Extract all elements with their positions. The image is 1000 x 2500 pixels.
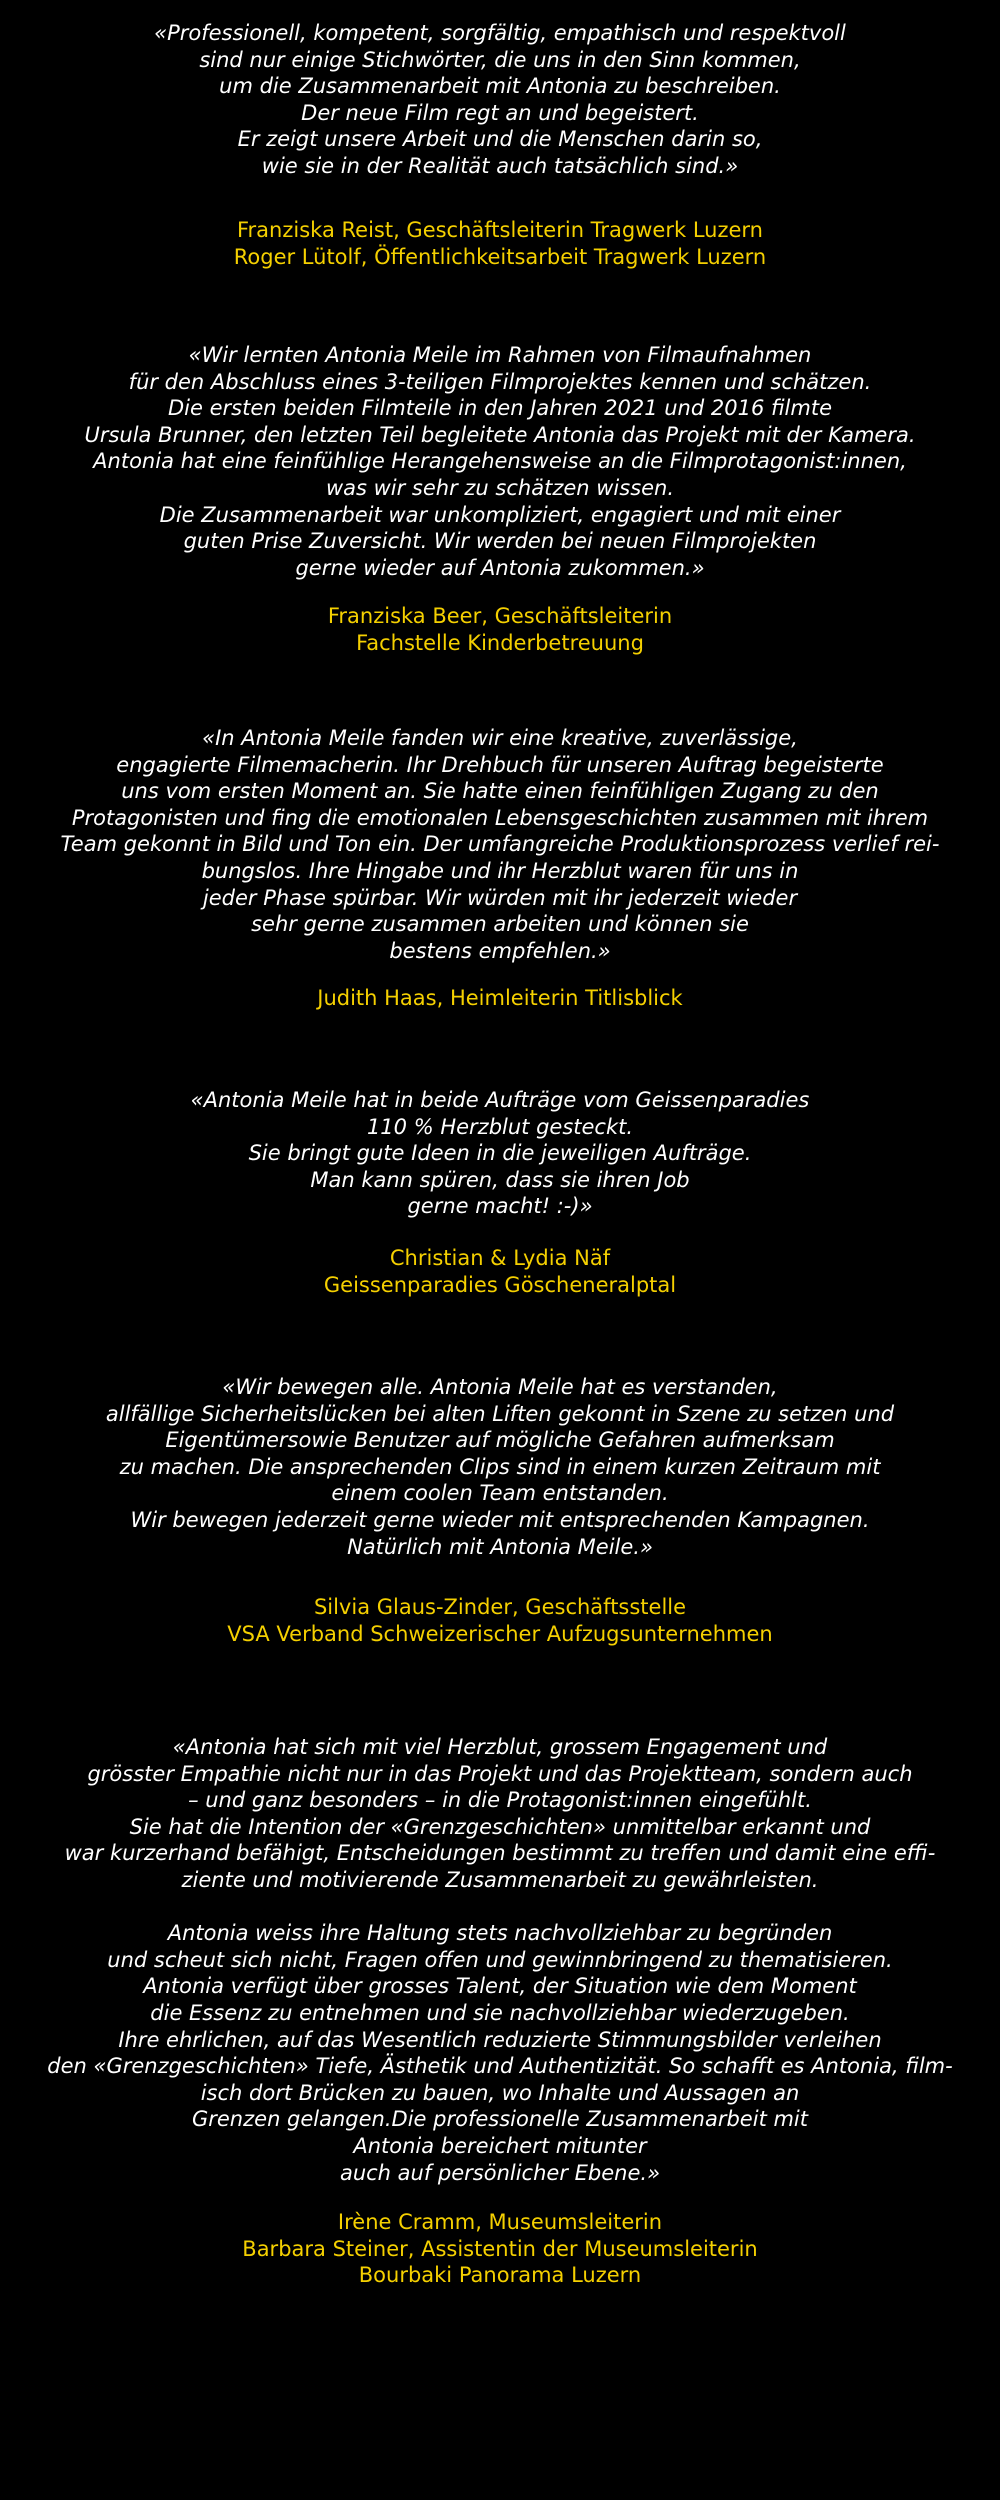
- quote-line: was wir sehr zu schätzen wissen.: [325, 475, 675, 500]
- quote-line: Der neue Film regt an und begeistert.: [301, 100, 699, 125]
- quote-line: die Essenz zu entnehmen und sie nachvollziehbar wiederzugeben.: [150, 2000, 850, 2025]
- quote-line: «Wir bewegen alle. Antonia Meile hat es verstanden,: [222, 1375, 778, 1399]
- paragraph-spacer: [0, 1894, 1000, 1921]
- quote-line: allfällige Sicherheitslücken bei alten Liften gekonnt in Szene zu setzen und: [105, 1401, 895, 1426]
- quote-line: «Professionell, kompetent, sorgfältig, empathisch und respektvoll: [154, 21, 846, 45]
- quote-line: grösster Empathie nicht nur in das Projekt und das Projektteam, sondern auch: [87, 1761, 913, 1786]
- quote-line: für den Abschluss eines 3-teiligen Filmprojektes kennen und schätzen.: [128, 369, 872, 394]
- quote-line: bestens empfehlen.»: [389, 938, 611, 963]
- quote-line: Protagonisten und fing die emotionalen Lebensgeschichten zusammen mit ihrem: [71, 805, 929, 830]
- attribution-line: Fachstelle Kinderbetreuung: [356, 630, 644, 655]
- testimonial-4-quote: [0, 1087, 1000, 1220]
- testimonial-5-quote: [0, 1374, 1000, 1560]
- quote-line: «Wir lernten Antonia Meile im Rahmen von Filmaufnahmen: [188, 343, 812, 367]
- testimonial-1-attribution: [0, 217, 1000, 270]
- quote-line: Team gekonnt in Bild und Ton ein. Der umfangreiche Produktionsprozess verlief rei-: [60, 832, 940, 857]
- quote-line: ziente und motivierende Zusammenarbeit zu gewährleisten.: [181, 1867, 819, 1892]
- quote-line: 110 % Herzblut gesteckt.: [366, 1114, 634, 1139]
- quote-line: «Antonia Meile hat in beide Aufträge vom Geissenparadies: [190, 1088, 810, 1112]
- quote-line: Antonia bereichert mitunter: [353, 2133, 647, 2158]
- testimonial-6-quote: [0, 1734, 1000, 2186]
- testimonial-6-attribution: [0, 2209, 1000, 2289]
- quote-line: um die Zusammenarbeit mit Antonia zu beschreiben.: [219, 74, 781, 99]
- quote-line: – und ganz besonders – in die Protagonist:innen eingefühlt.: [188, 1788, 812, 1813]
- quote-line: Grenzen gelangen.Die professionelle Zusammenarbeit mit: [191, 2107, 808, 2132]
- quote-line: Sie bringt gute Ideen in die jeweiligen Aufträge.: [248, 1141, 752, 1166]
- attribution-line: Franziska Reist, Geschäftsleiterin Tragwerk Luzern: [237, 218, 763, 242]
- attribution-line: Roger Lütolf, Öffentlichkeitsarbeit Tragwerk Luzern: [233, 244, 767, 269]
- quote-line: zu machen. Die ansprechenden Clips sind in einem kurzen Zeitraum mit: [119, 1454, 881, 1479]
- quote-line: Natürlich mit Antonia Meile.»: [347, 1534, 653, 1559]
- quote-line: gerne wieder auf Antonia zukommen.»: [295, 555, 705, 580]
- testimonial-5-attribution: [0, 1594, 1000, 1647]
- attribution-line: Irène Cramm, Museumsleiterin: [337, 2210, 663, 2234]
- quote-line: Antonia weiss ihre Haltung stets nachvollziehbar zu begründen: [167, 1921, 833, 1946]
- quote-line: einem coolen Team entstanden.: [331, 1481, 669, 1506]
- attribution-line: Christian & Lydia Näf: [389, 1246, 611, 1270]
- attribution-line: Geissenparadies Göscheneralptal: [323, 1272, 677, 1297]
- quote-line: wie sie in der Realität auch tatsächlich sind.»: [261, 153, 739, 178]
- quote-line: auch auf persönlicher Ebene.»: [339, 2160, 661, 2185]
- quote-line: Sie hat die Intention der «Grenzgeschichten» unmittelbar erkannt und: [129, 1814, 871, 1839]
- quote-line: uns vom ersten Moment an. Sie hatte einen feinfühligen Zugang zu den: [121, 779, 879, 804]
- attribution-line: Bourbaki Panorama Luzern: [358, 2263, 642, 2288]
- testimonial-3-attribution: [0, 985, 1000, 1012]
- quote-line: jeder Phase spürbar. Wir würden mit ihr jederzeit wieder: [202, 885, 798, 910]
- quote-line: Man kann spüren, dass sie ihren Job: [310, 1167, 690, 1192]
- quote-line: isch dort Brücken zu bauen, wo Inhalte und Aussagen an: [200, 2080, 800, 2105]
- quote-line: gerne macht! :-)»: [407, 1194, 593, 1219]
- attribution-line: VSA Verband Schweizerischer Aufzugsunternehmen: [227, 1621, 773, 1646]
- quote-line: den «Grenzgeschichten» Tiefe, Ästhetik und Authentizität. So schafft es Antonia, film-: [47, 2054, 953, 2079]
- attribution-line: Silvia Glaus-Zinder, Geschäftsstelle: [313, 1595, 687, 1619]
- quote-line: Er zeigt unsere Arbeit und die Menschen darin so,: [237, 127, 763, 152]
- quote-line: und scheut sich nicht, Fragen offen und gewinnbringend zu thematisieren.: [107, 1947, 893, 1972]
- quote-line: Ursula Brunner, den letzten Teil begleitete Antonia das Projekt mit der Kamera.: [84, 422, 916, 447]
- quote-line: Wir bewegen jederzeit gerne wieder mit entsprechenden Kampagnen.: [130, 1507, 870, 1532]
- testimonial-2-quote: [0, 342, 1000, 581]
- testimonial-3-quote: [0, 725, 1000, 964]
- quote-line: Die Zusammenarbeit war unkompliziert, engagiert und mit einer: [159, 502, 841, 527]
- attribution-line: Barbara Steiner, Assistentin der Museumsleiterin: [242, 2236, 758, 2261]
- testimonial-2-attribution: [0, 603, 1000, 656]
- quote-line: engagierte Filmemacherin. Ihr Drehbuch für unseren Auftrag begeisterte: [116, 752, 884, 777]
- quote-line: Die ersten beiden Filmteile in den Jahren 2021 und 2016 filmte: [167, 396, 832, 421]
- quote-line: «In Antonia Meile fanden wir eine kreative, zuverlässige,: [202, 726, 798, 750]
- quote-line: «Antonia hat sich mit viel Herzblut, grossem Engagement und: [172, 1735, 828, 1759]
- quote-line: Eigentümersowie Benutzer auf mögliche Gefahren aufmerksam: [165, 1428, 835, 1453]
- attribution-line: Judith Haas, Heimleiterin Titlisblick: [317, 986, 683, 1010]
- testimonial-4-attribution: [0, 1245, 1000, 1298]
- testimonial-1-quote: [0, 20, 1000, 180]
- attribution-line: Franziska Beer, Geschäftsleiterin: [327, 604, 673, 628]
- quote-line: war kurzerhand befähigt, Entscheidungen bestimmt zu treffen und damit eine effi-: [64, 1841, 936, 1866]
- quote-line: guten Prise Zuversicht. Wir werden bei neuen Filmprojekten: [183, 529, 817, 554]
- quote-line: Antonia hat eine feinfühlige Herangehensweise an die Filmprotagonist:innen,: [93, 449, 907, 474]
- quote-line: sind nur einige Stichwörter, die uns in den Sinn kommen,: [199, 47, 801, 72]
- quote-line: bungslos. Ihre Hingabe und ihr Herzblut waren für uns in: [201, 858, 799, 883]
- quote-line: sehr gerne zusammen arbeiten und können sie: [251, 912, 749, 937]
- quote-line: Ihre ehrlichen, auf das Wesentlich reduzierte Stimmungsbilder verleihen: [118, 2027, 882, 2052]
- quote-line: Antonia verfügt über grosses Talent, der Situation wie dem Moment: [143, 1974, 857, 1999]
